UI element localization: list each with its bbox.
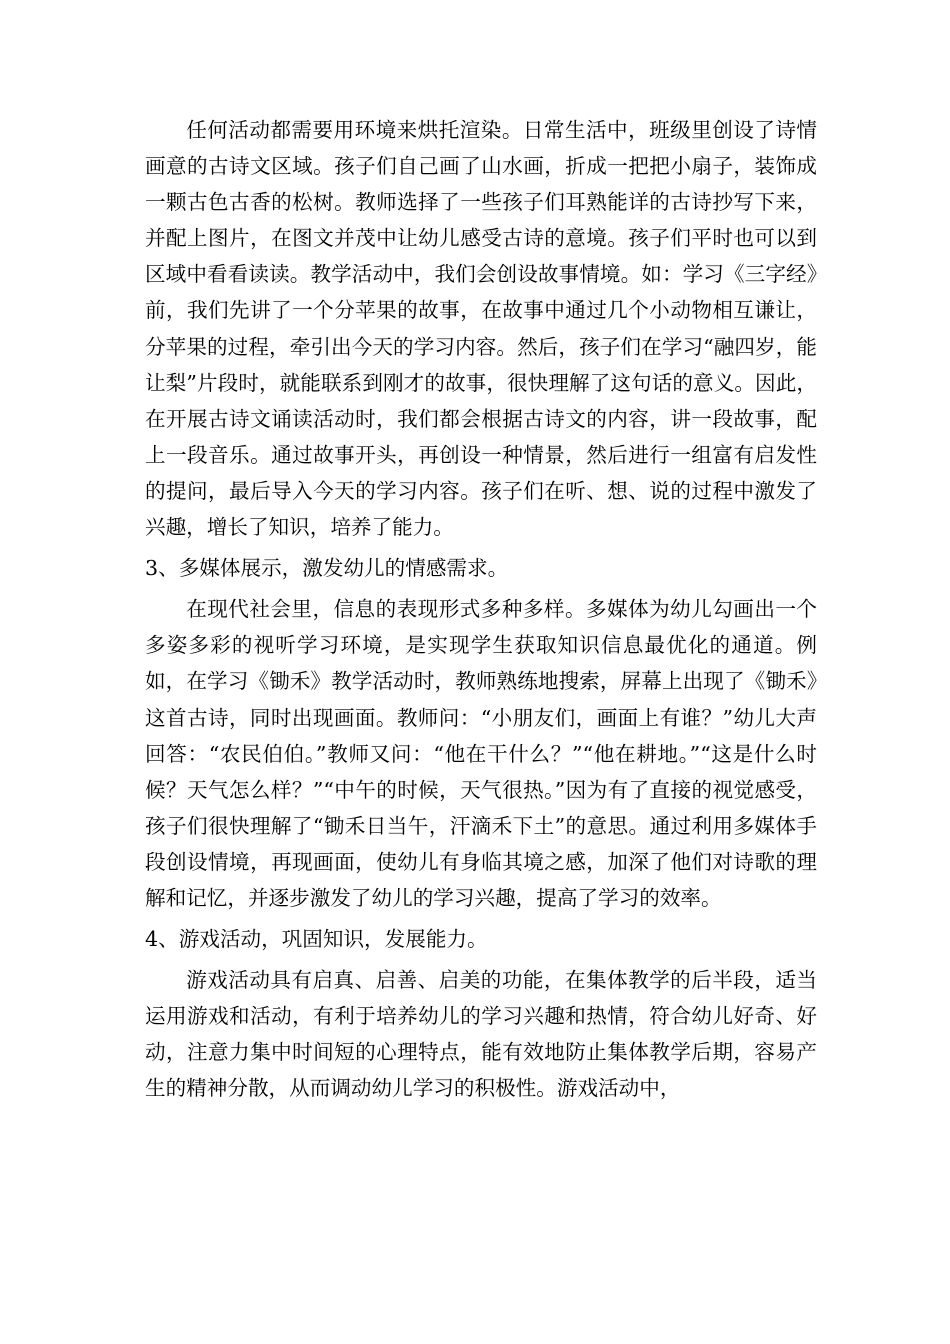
paragraph-multimedia: 在现代社会里，信息的表现形式多种多样。多媒体为幼儿勾画出一个多姿多彩的视听学习环境，是实现学生获取知识信息最优化的通道。例如，在学习《锄禾》教学活动时，教师熟练地搜索，屏幕上出现了《锄禾》这首古诗，同时出现画面。教师问：“小朋友们，画面上有谁？”幼儿大声回答：“农民伯伯。”教师又问：“他在干什么？”“他在耕地。”“这是什么时候？天气怎么样？”“中午的时候，天气很热。”因为有了直接的视觉感受，孩子们很快理解了“锄禾日当午，汗滴禾下土”的意思。通过利用多媒体手段创设情境，再现画面，使幼儿有身临其境之感，加深了他们对诗歌的理解和记忆，并逐步激发了幼儿的学习兴趣，提高了学习的效率。 — [145, 597, 817, 910]
section-heading-4: 4、游戏活动，巩固知识，发展能力。 — [145, 927, 488, 952]
paragraph-environment: 任何活动都需要用环境来烘托渲染。日常生活中，班级里创设了诗情画意的古诗文区域。孩子们自己画了山水画，折成一把把小扇子，装饰成一颗古色古香的松树。教师选择了一些孩子们耳熟能详的古诗抄写下来，并配上图片，在图文并茂中让幼儿感受古诗的意境。孩子们平时也可以到区域中看看读读。教学活动中，我们会创设故事情境。如：学习《三字经》前，我们先讲了一个分苹果的故事，在故事中通过几个小动物相互谦让，分苹果的过程，牵引出今天的学习内容。然后，孩子们在学习“融四岁，能让梨”片段时，就能联系到刚才的故事，很快理解了这句话的意义。因此，在开展古诗文诵读活动时，我们都会根据古诗文的内容，讲一段故事，配上一段音乐。通过故事开头，再创设一种情景，然后进行一组富有启发性的提问，最后导入今天的学习内容。孩子们在听、想、说的过程中激发了兴趣，增长了知识，培养了能力。 — [145, 118, 817, 540]
section-heading-3: 3、多媒体展示，激发幼儿的情感需求。 — [145, 556, 509, 581]
paragraph-games: 游戏活动具有启真、启善、启美的功能，在集体教学的后半段，适当运用游戏和活动，有利于培养幼儿的学习兴趣和热情，符合幼儿好奇、好动，注意力集中时间短的心理特点，能有效地防止集体教学后期，容易产生的精神分散，从而调动幼儿学习的积极性。游戏活动中， — [145, 968, 817, 1101]
document-body — [145, 112, 817, 1107]
